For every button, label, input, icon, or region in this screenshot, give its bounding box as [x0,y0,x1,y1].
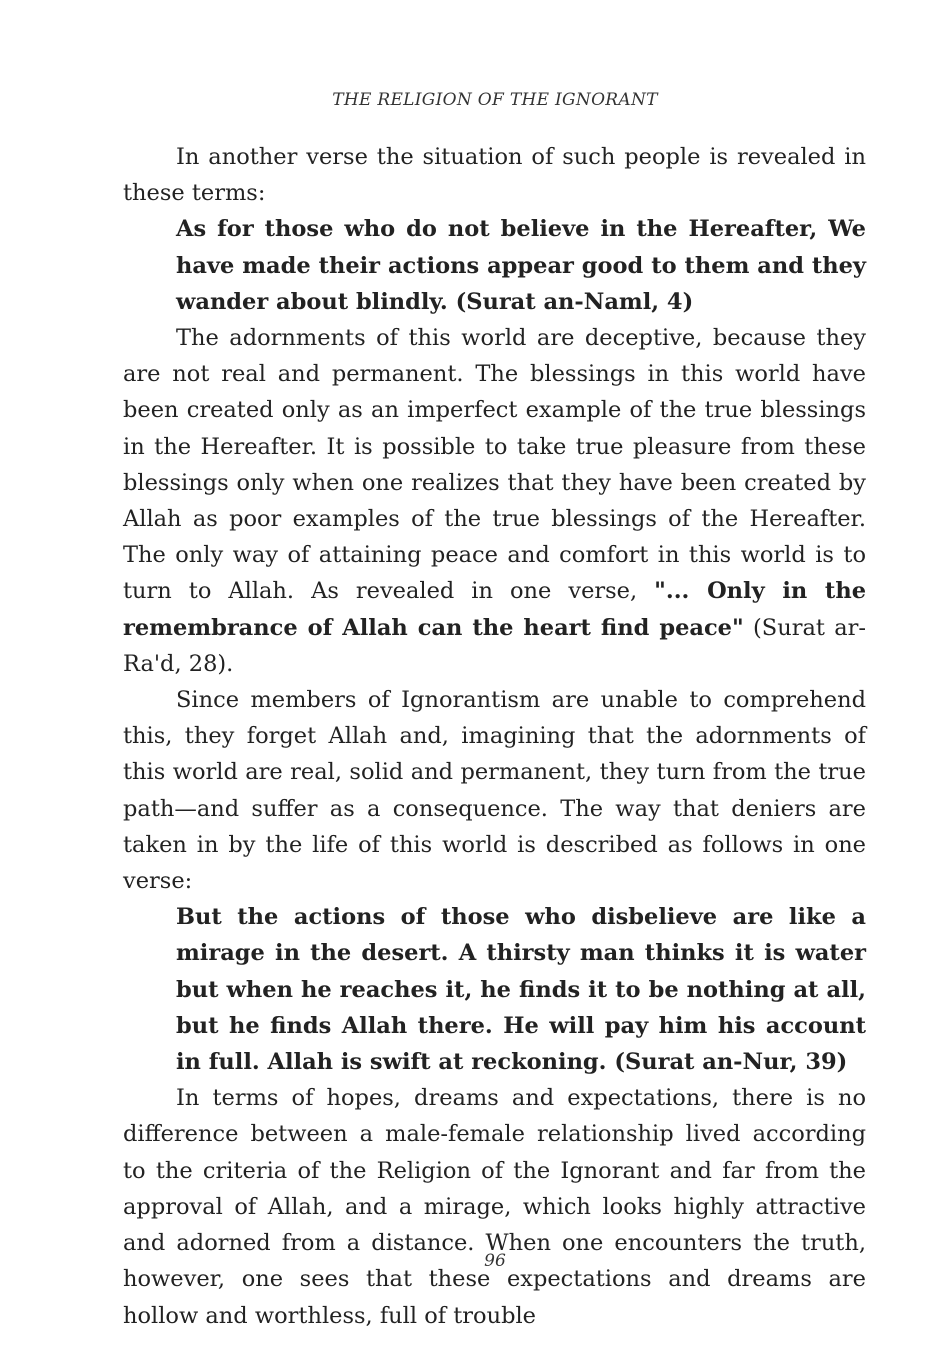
paragraph-2 [123,320,866,682]
verse-quote-1: As for those who do not believe in the Hereafter, We have made their actions appear good to them and they wander about blindly. (Surat an-Naml, 4) [176,216,866,315]
verse-quote-2: But the actions of those who disbelieve are like a mirage in the desert. A thirsty man thinks it is water but when he reaches it, he finds it to be nothing at all, but he finds Allah there. He will pay him his account in full. Allah is swift at reckoning. (Surat an-Nur, 39) [176,904,866,1076]
paragraph-4: In terms of hopes, dreams and expectations, there is no difference between a male-female relationship lived according to the criteria of the Religion of the Ignorant and far from the approval of Allah, and a mirage, which looks highly attractive and adorned from a distance. When one encounters the truth, however, one sees that these expectations and dreams are hollow and worthless, full of trouble [123,1085,866,1329]
paragraph-2-text: The adornments of this world are deceptive, because they are not real and permanent. The blessings in this world have been created only as an imperfect example of the true blessings in the Hereafter. It is possible to take true pleasure from these blessings only when one realizes that they have been created by Allah as poor examples of the true blessings of the Hereafter. The only way of attaining peace and comfort in this world is to turn to Allah. As revealed in one verse, [123,325,866,605]
paragraph-3: Since members of Ignorantism are unable to comprehend this, they forget Allah and, imagining that the adornments of this world are real, solid and permanent, they turn from the true path—and suffer as a consequence. The way that deniers are taken in by the life of this world is described as follows in one verse: [123,687,866,895]
paragraph-1: In another verse the situation of such people is revealed in these terms: [123,144,866,207]
inline-verse-quote: "... Only in the remembrance of Allah can the heart find peace" [123,578,867,641]
inline-citation: (Surat ar-Ra'd, 28). [123,614,866,677]
running-head-title: THE RELIGION OF THE IGNORANT [332,90,658,110]
page-body [123,139,866,1334]
page-number: 96 [484,1251,506,1271]
